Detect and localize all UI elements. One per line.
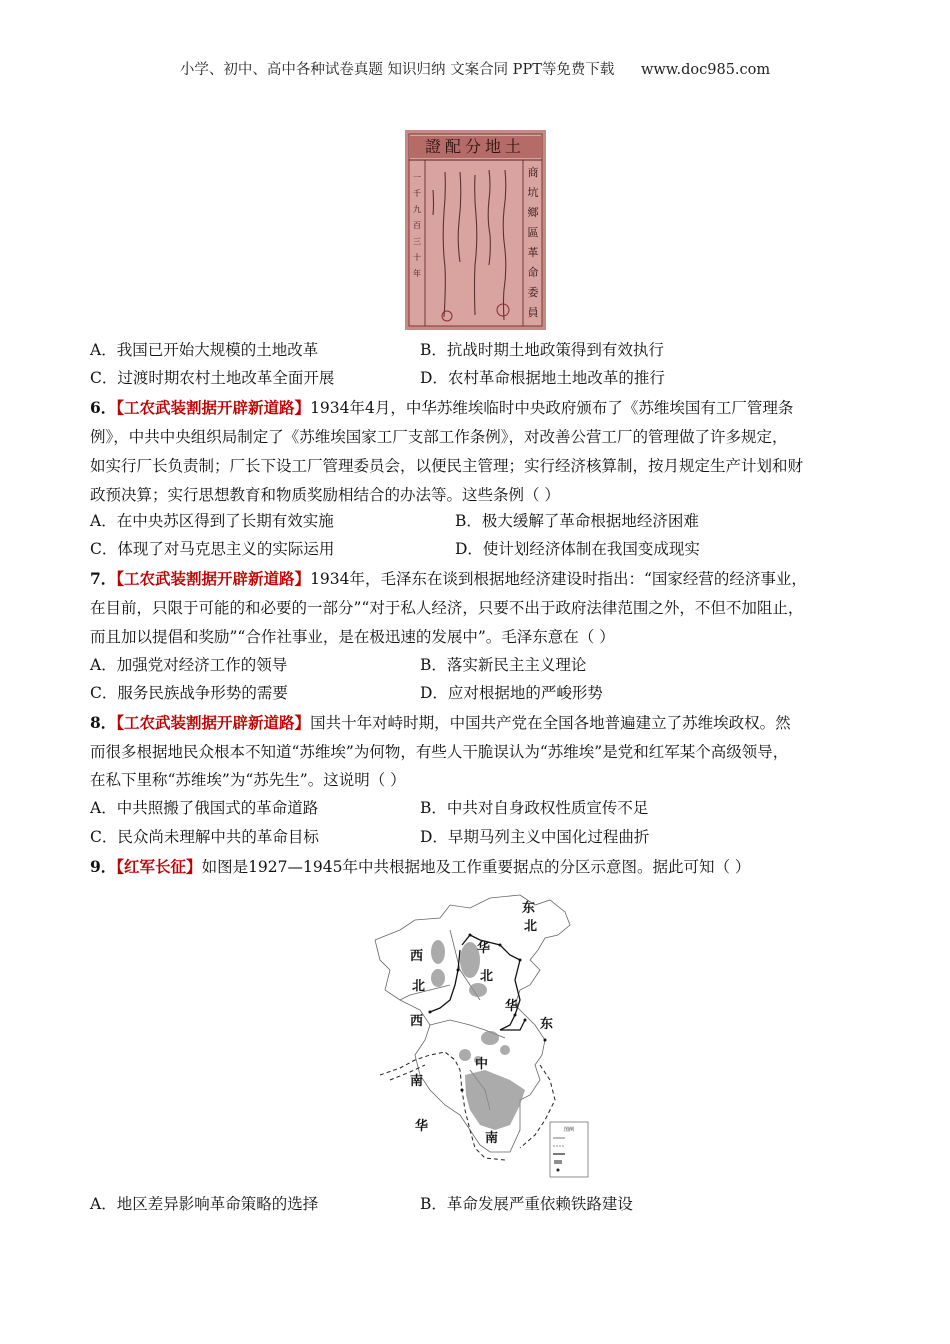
land-certificate-image: [405, 130, 546, 330]
q6-line-3: 如实行厂长负责制；厂长下设工厂管理委员会，以便民主管理；实行经济核算制，按月规定生产计划和财: [90, 457, 804, 475]
q7-option-b: B．落实新民主主义理论: [420, 656, 587, 674]
q6-line-2: 例》，中共中央组织局制定了《苏维埃国家工厂支部工作条例》，对改善公营工厂的管理做了许多规定，: [90, 428, 788, 446]
q9-line-1: [90, 856, 750, 878]
map-region-label: 西: [410, 1014, 424, 1029]
page-header: [0, 58, 950, 79]
q8-option-a: A．中共照搬了俄国式的革命道路: [90, 799, 319, 817]
svg-text:千: 千: [413, 189, 421, 198]
svg-text:委: 委: [527, 286, 539, 299]
svg-text:商: 商: [527, 166, 539, 179]
base-map-figure: [370, 890, 590, 1180]
q9-tag: 【红军长征】: [116, 857, 202, 876]
map-region-label: 南: [410, 1074, 424, 1089]
svg-text:員: 員: [527, 306, 539, 319]
svg-text:命: 命: [527, 266, 539, 279]
svg-text:百: 百: [413, 221, 421, 230]
q6-number: 6．: [90, 398, 117, 417]
map-region-label: 中: [475, 1057, 489, 1072]
header-text: 小学、初中、高中各种试卷真题 知识归纳 文案合同 PPT等免费下载: [179, 62, 615, 78]
map-region-label: 南: [485, 1131, 499, 1146]
q7-text-1: 1934年，毛泽东在谈到根据地经济建设时指出：“国家经营的经济事业，: [310, 570, 807, 588]
q7-line-1: [90, 568, 807, 590]
svg-text:三: 三: [413, 237, 421, 246]
q6-tag: 【工农武装割据开辟新道路】: [116, 398, 311, 417]
q8-line-1: [90, 712, 791, 734]
q8-text-1: 国共十年对峙时期，中国共产党在全国各地普遍建立了苏维埃政权。然: [310, 714, 791, 732]
q5-option-c: C．过渡时期农村土地改革全面开展: [90, 369, 335, 387]
svg-text:九: 九: [413, 205, 421, 214]
q5-option-a: A．我国已开始大规模的土地改革: [90, 341, 319, 359]
q7-option-d: D．应对根据地的严峻形势: [420, 684, 603, 702]
q5-option-d: D．农村革命根据地土地改革的推行: [420, 369, 665, 387]
q8-tag: 【工农武装割据开辟新道路】: [116, 713, 311, 732]
svg-text:年: 年: [413, 269, 421, 278]
svg-text:區: 區: [527, 226, 539, 239]
q6-option-b: B．极大缓解了革命根据地经济困难: [455, 512, 699, 530]
q7-option-c: C．服务民族战争形势的需要: [90, 684, 288, 702]
q9-number: 9．: [90, 857, 117, 876]
map-region-label: 东: [540, 1017, 554, 1032]
q7-line-3: 而且加以提倡和奖励”“合作社事业，是在极迅速的发展中”。毛泽东意在（ ）: [90, 628, 615, 646]
map-region-label: 华: [505, 999, 519, 1014]
map-region-label: 北: [524, 919, 538, 934]
svg-text:革: 革: [527, 246, 539, 259]
q8-line-3: 在私下里称“苏维埃”为“苏先生”。这说明（ ）: [90, 771, 406, 789]
q6-option-c: C．体现了对马克思主义的实际运用: [90, 540, 335, 558]
map-region-label: 西: [410, 949, 424, 964]
q8-option-b: B．中共对自身政权性质宣传不足: [420, 799, 649, 817]
q5-option-b: B．抗战时期土地政策得到有效执行: [420, 341, 664, 359]
q7-number: 7．: [90, 569, 117, 588]
q9-option-b: B．革命发展严重依赖铁路建设: [420, 1195, 633, 1213]
q6-option-d: D．使计划经济体制在我国变成现实: [455, 540, 700, 558]
svg-text:鄉: 鄉: [527, 206, 539, 219]
map-legend-title: 图例: [563, 1127, 575, 1133]
svg-text:十: 十: [413, 253, 421, 262]
map-region-label: 东: [522, 901, 536, 916]
q9-option-a: A．地区差异影响革命策略的选择: [90, 1195, 319, 1213]
q7-tag: 【工农武装割据开辟新道路】: [116, 569, 311, 588]
svg-text:一: 一: [413, 173, 421, 182]
q8-number: 8．: [90, 713, 117, 732]
q9-text-1: 如图是1927—1945年中共根据地及工作重要据点的分区示意图。据此可知（ ）: [201, 858, 751, 876]
q8-option-c: C．民众尚未理解中共的革命目标: [90, 828, 319, 846]
svg-text:坑: 坑: [527, 186, 539, 199]
q6-text-1: 1934年4月，中华苏维埃临时中央政府颁布了《苏维埃国有工厂管理条: [310, 399, 794, 417]
map-region-label: 华: [477, 941, 491, 956]
q7-line-2: 在目前，只限于可能的和必要的一部分”“对于私人经济，只要不出于政府法律范围之外，不但不加阻止，: [90, 599, 804, 617]
header-site: www.doc985.com: [640, 62, 771, 78]
q6-option-a: A．在中央苏区得到了长期有效实施: [90, 512, 334, 530]
land-certificate-drawing: [405, 130, 546, 330]
svg-text:證配分地土: 證配分地土: [424, 137, 526, 156]
q8-option-d: D．早期马列主义中国化过程曲折: [420, 828, 650, 846]
q6-line-4: 政预决算；实行思想教育和物质奖励相结合的办法等。这些条例（ ）: [90, 486, 560, 504]
map-region-label: 北: [412, 979, 426, 994]
q8-line-2: 而很多根据地民众根本不知道“苏维埃”为何物，有些人干脆误认为“苏维埃”是党和红军某个高级领导，: [90, 743, 789, 761]
q6-line-1: [90, 397, 793, 419]
base-map-drawing: [370, 890, 590, 1180]
map-region-label: 北: [480, 969, 494, 984]
map-region-label: 华: [415, 1119, 429, 1134]
q7-option-a: A．加强党对经济工作的领导: [90, 656, 288, 674]
